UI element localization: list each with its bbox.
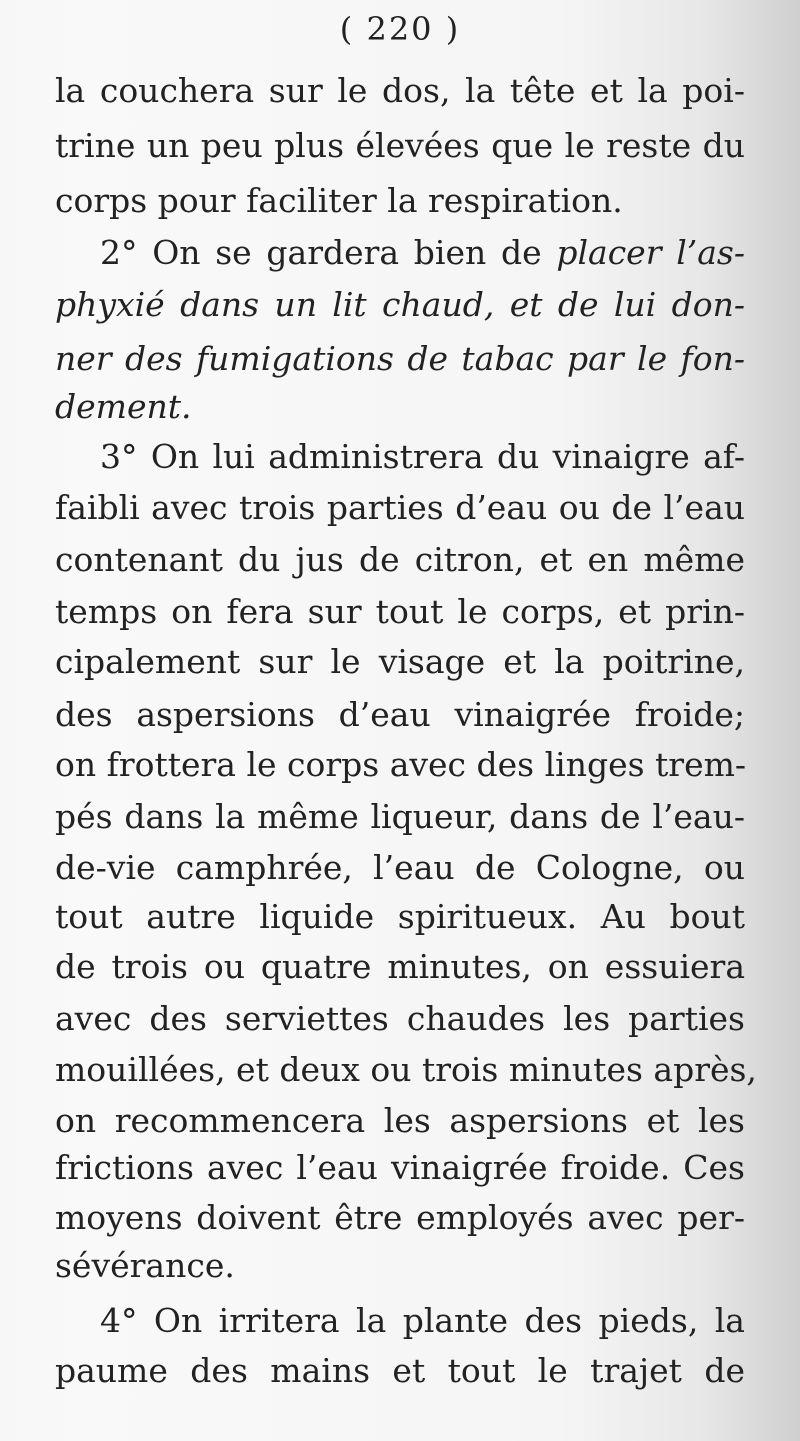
text-line-part: frictions avec l’eau vinaigrée froide. Ces <box>55 1148 745 1187</box>
text-line <box>55 181 745 220</box>
text-line <box>55 1101 745 1140</box>
text-line-part: tout autre liquide spiritueux. Au bout <box>55 897 745 936</box>
text-line-part: la couchera sur le dos, la tête et la poi- <box>55 71 745 110</box>
text-line-part: moyens doivent être employés avec per- <box>55 1198 745 1237</box>
text-line <box>55 339 745 378</box>
text-line <box>55 592 745 631</box>
text-line <box>55 797 745 836</box>
text-line <box>55 1050 757 1089</box>
text-line-part-italic: ner des fumigations de tabac par le fon- <box>55 339 745 378</box>
text-line <box>100 233 745 272</box>
text-line <box>100 1301 745 1340</box>
text-line-part: faibli avec trois parties d’eau ou de l’eau <box>55 488 745 527</box>
text-line-part: de-vie camphrée, l’eau de Cologne, ou <box>55 848 745 887</box>
text-line <box>55 999 745 1038</box>
text-line <box>100 437 745 476</box>
text-line-part: pés dans la même liqueur, dans de l’eau- <box>55 797 745 836</box>
text-line <box>55 695 745 734</box>
text-line-part-italic: , et de lui don- <box>483 285 746 324</box>
text-line-part-italic: phyxié dans un lit chaud <box>55 285 484 324</box>
text-line-part: 3° On lui administrera du vinaigre af- <box>100 437 745 476</box>
text-line-part: corps pour faciliter la respiration. <box>55 181 623 220</box>
text-line-part: on frottera le corps avec des linges trem- <box>55 745 747 784</box>
text-line-part: cipalement sur le visage et la poitrine, <box>55 642 745 681</box>
text-line <box>55 745 747 784</box>
text-line-part: mouillées, et deux ou trois minutes après, <box>55 1050 757 1089</box>
text-line-part: des aspersions d’eau vinaigrée froide; <box>55 695 745 734</box>
text-line <box>55 1246 745 1285</box>
text-line-part-italic: dement. <box>55 387 192 426</box>
text-line-part: avec des serviettes chaudes les parties <box>55 999 745 1038</box>
text-line <box>55 285 746 324</box>
text-line-part: paume des mains et tout le trajet de <box>55 1351 745 1390</box>
text-line <box>55 897 745 936</box>
text-line-part-italic: placer l’as- <box>556 233 745 272</box>
text-line-part: sévérance. <box>55 1246 235 1285</box>
text-line-part: on recommencera les aspersions et les <box>55 1101 745 1140</box>
text-line-part: temps on fera sur tout le corps, et prin- <box>55 592 745 631</box>
text-line-part: 2° On se gardera bien de <box>100 233 557 272</box>
text-line <box>55 126 745 165</box>
text-line-part: 4° On irritera la plante des pieds, la <box>100 1301 745 1340</box>
text-line <box>55 540 745 579</box>
text-line <box>55 1148 745 1187</box>
text-line <box>55 71 745 110</box>
text-line-part: contenant du jus de citron, et en même <box>55 540 745 579</box>
text-line <box>55 488 745 527</box>
text-line-part: de trois ou quatre minutes, on essuiera <box>55 947 745 986</box>
page-number-header: ( 220 ) <box>339 10 461 48</box>
text-line <box>55 642 745 681</box>
text-line <box>55 387 745 426</box>
text-line-part: trine un peu plus élevées que le reste du <box>55 126 745 165</box>
text-line <box>55 947 745 986</box>
text-line <box>55 848 745 887</box>
text-line <box>55 1198 745 1237</box>
text-line <box>55 1351 745 1390</box>
